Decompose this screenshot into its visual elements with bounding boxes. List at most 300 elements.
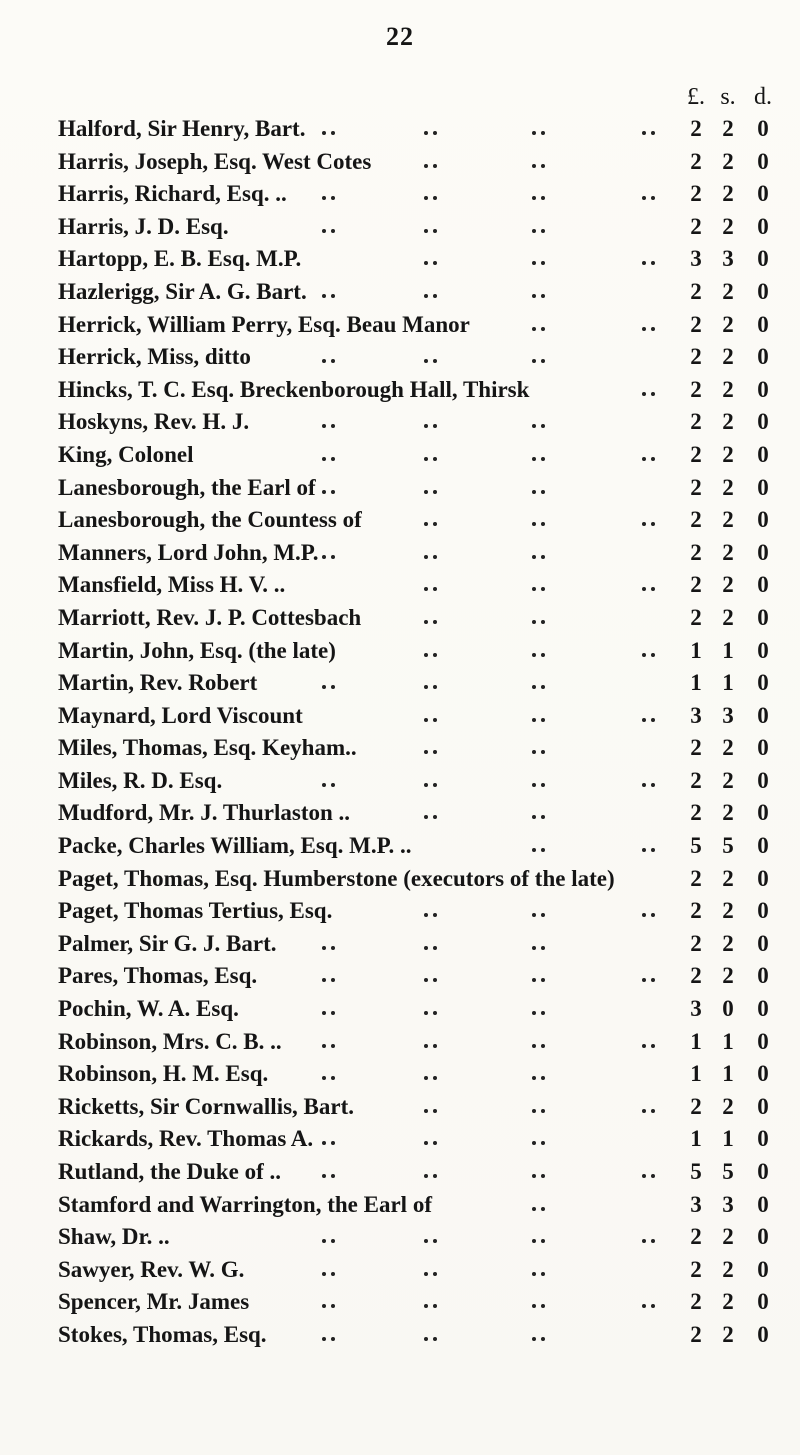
leader-dot (640, 1044, 658, 1048)
list-item (0, 537, 800, 570)
pounds-amount: 2 (690, 604, 702, 630)
leader-dot (640, 1174, 658, 1178)
subscriber-name: Palmer, Sir G. J. Bart. (58, 930, 277, 956)
pence-amount: 0 (757, 1224, 769, 1250)
leader-dot (422, 946, 440, 950)
leader-dot (640, 587, 658, 591)
subscriber-name: King, Colonel (58, 441, 194, 467)
shillings-amount: 2 (722, 1093, 734, 1119)
leader-dot (320, 1174, 338, 1178)
pounds-amount: 2 (690, 1289, 702, 1315)
leader-dot (530, 1174, 548, 1178)
pence-amount: 0 (757, 278, 769, 304)
pounds-amount: 2 (690, 963, 702, 989)
subscriber-name: Pares, Thomas, Esq. (58, 963, 258, 989)
leader-dot (530, 1272, 548, 1276)
leader-dot (640, 1304, 658, 1308)
list-item (0, 341, 800, 374)
leader-dot (530, 164, 548, 168)
leader-dot (320, 685, 338, 689)
leader-dot (422, 620, 440, 624)
leader-dot (530, 555, 548, 559)
shillings-amount: 1 (722, 1028, 734, 1054)
leader-dot (320, 294, 338, 298)
list-item (0, 960, 800, 993)
leader-dot (530, 1044, 548, 1048)
subscriber-name: Hazlerigg, Sir A. G. Bart. (58, 278, 307, 304)
subscriber-name: Rickards, Rev. Thomas A. (58, 1126, 314, 1152)
pence-amount: 0 (757, 409, 769, 435)
list-item (0, 276, 800, 309)
list-item (0, 309, 800, 342)
pence-amount: 0 (757, 572, 769, 598)
list-item (0, 863, 800, 896)
shillings-amount: 2 (722, 963, 734, 989)
leader-dot (640, 783, 658, 787)
leader-dot (422, 815, 440, 819)
leader-dot (530, 1109, 548, 1113)
shillings-amount: 2 (722, 572, 734, 598)
leader-dot (640, 718, 658, 722)
list-item (0, 1319, 800, 1352)
shillings-amount: 3 (722, 246, 734, 272)
pounds-amount: 2 (690, 474, 702, 500)
leader-dot (422, 1272, 440, 1276)
leader-dot (530, 131, 548, 135)
pounds-amount: 1 (690, 637, 702, 663)
leader-dot (530, 1076, 548, 1080)
pounds-amount: 2 (690, 441, 702, 467)
subscriber-name: Sawyer, Rev. W. G. (58, 1256, 245, 1282)
pounds-amount: 2 (690, 278, 702, 304)
leader-dot (530, 294, 548, 298)
subscriber-name: Stokes, Thomas, Esq. (58, 1321, 267, 1347)
subscriber-name: Pochin, W. A. Esq. (58, 996, 239, 1022)
pence-amount: 0 (757, 702, 769, 728)
shillings-amount: 1 (722, 670, 734, 696)
pounds-amount: 1 (690, 1061, 702, 1087)
leader-dot (422, 913, 440, 917)
pounds-amount: 3 (690, 996, 702, 1022)
leader-dot (640, 196, 658, 200)
subscriber-name: Halford, Sir Henry, Bart. (58, 116, 306, 141)
pounds-amount: 2 (690, 116, 702, 141)
leader-dot (422, 522, 440, 526)
list-item (0, 178, 800, 211)
leader-dot (530, 1141, 548, 1145)
pence-amount: 0 (757, 1321, 769, 1347)
leader-dot (530, 1207, 548, 1211)
pounds-amount: 2 (690, 539, 702, 565)
leader-dot (422, 718, 440, 722)
leader-dot (640, 653, 658, 657)
pounds-amount: 2 (690, 409, 702, 435)
pence-header: d. (754, 84, 772, 110)
leader-dot (320, 131, 338, 135)
shillings-amount: 5 (722, 833, 734, 859)
list-item (0, 504, 800, 537)
leader-dot (422, 424, 440, 428)
leader-dot (530, 457, 548, 461)
leader-dot (640, 457, 658, 461)
pence-amount: 0 (757, 1256, 769, 1282)
pence-amount: 0 (757, 898, 769, 924)
list-item (0, 113, 800, 146)
currency-header (0, 84, 800, 112)
leader-dot (320, 978, 338, 982)
shillings-amount: 2 (722, 116, 734, 141)
pounds-amount: 2 (690, 213, 702, 239)
leader-dot (422, 653, 440, 657)
pounds-amount: 2 (690, 930, 702, 956)
subscriber-name: Harris, Joseph, Esq. West Cotes (58, 148, 372, 174)
leader-dot (530, 424, 548, 428)
shillings-amount: 2 (722, 148, 734, 174)
list-item (0, 1058, 800, 1091)
pounds-amount: 2 (690, 344, 702, 370)
subscriber-name: Spencer, Mr. James (58, 1289, 250, 1315)
pence-amount: 0 (757, 865, 769, 891)
pounds-amount: 2 (690, 507, 702, 533)
shillings-amount: 2 (722, 735, 734, 761)
shillings-amount: 2 (722, 278, 734, 304)
leader-dot (422, 164, 440, 168)
leader-dot (640, 1239, 658, 1243)
shillings-amount: 2 (722, 767, 734, 793)
pounds-amount: 2 (690, 376, 702, 402)
shillings-amount: 2 (722, 898, 734, 924)
shillings-amount: 2 (722, 376, 734, 402)
pounds-amount: 3 (690, 246, 702, 272)
leader-dot (530, 1011, 548, 1015)
pounds-header: £. (687, 84, 705, 110)
pounds-amount: 5 (690, 1159, 702, 1184)
leader-dot (530, 490, 548, 494)
list-item (0, 1189, 800, 1222)
shillings-amount: 2 (722, 1289, 734, 1315)
shillings-amount: 2 (722, 474, 734, 500)
list-item (0, 830, 800, 863)
shillings-amount: 1 (722, 637, 734, 663)
shillings-amount: 2 (722, 311, 734, 337)
pence-amount: 0 (757, 833, 769, 859)
leader-dot (422, 1141, 440, 1145)
subscriber-name: Ricketts, Sir Cornwallis, Bart. (58, 1093, 355, 1119)
leader-dot (320, 783, 338, 787)
leader-dot (320, 196, 338, 200)
pence-amount: 0 (757, 246, 769, 272)
list-item (0, 243, 800, 276)
pence-amount: 0 (757, 539, 769, 565)
leader-dot (422, 196, 440, 200)
leader-dot (530, 1337, 548, 1341)
list-item (0, 765, 800, 798)
pounds-amount: 2 (690, 1093, 702, 1119)
subscriber-name: Shaw, Dr. .. (58, 1224, 170, 1250)
subscriber-name: Miles, Thomas, Esq. Keyham.. (58, 735, 357, 761)
list-item (0, 1156, 800, 1189)
subscriber-name: Paget, Thomas Tertius, Esq. (58, 898, 333, 924)
leader-dot (530, 359, 548, 363)
pounds-amount: 5 (690, 833, 702, 859)
subscriber-name: Packe, Charles William, Esq. M.P. .. (58, 833, 412, 859)
pence-amount: 0 (757, 376, 769, 402)
leader-dot (320, 1141, 338, 1145)
leader-dot (422, 783, 440, 787)
shillings-amount: 2 (722, 409, 734, 435)
leader-dot (320, 1272, 338, 1276)
subscriber-name: Marriott, Rev. J. P. Cottesbach (58, 604, 362, 630)
subscriber-name: Manners, Lord John, M.P. (58, 539, 319, 565)
leader-dot (530, 620, 548, 624)
shillings-amount: 3 (722, 702, 734, 728)
leader-dot (422, 229, 440, 233)
shillings-amount: 2 (722, 344, 734, 370)
list-item (0, 1286, 800, 1319)
subscriber-name: Paget, Thomas, Esq. Humberstone (executors of the late) (58, 865, 615, 891)
list-item (0, 406, 800, 439)
leader-dot (422, 359, 440, 363)
pence-amount: 0 (757, 181, 769, 207)
subscriber-name: Herrick, Miss, ditto (58, 344, 251, 370)
pounds-amount: 2 (690, 865, 702, 891)
pounds-amount: 2 (690, 572, 702, 598)
pounds-amount: 2 (690, 1256, 702, 1282)
pence-amount: 0 (757, 637, 769, 663)
leader-dot (320, 424, 338, 428)
leader-dot (422, 1109, 440, 1113)
pence-amount: 0 (757, 604, 769, 630)
list-item (0, 569, 800, 602)
pounds-amount: 2 (690, 181, 702, 207)
leader-dot (320, 457, 338, 461)
pence-amount: 0 (757, 963, 769, 989)
list-item (0, 472, 800, 505)
subscriber-list (0, 113, 800, 1352)
shillings-amount: 2 (722, 1321, 734, 1347)
leader-dot (530, 783, 548, 787)
shillings-amount: 1 (722, 1061, 734, 1087)
pence-amount: 0 (757, 1028, 769, 1054)
shillings-amount: 2 (722, 604, 734, 630)
leader-dot (422, 490, 440, 494)
leader-dot (422, 1337, 440, 1341)
leader-dot (320, 1337, 338, 1341)
pounds-amount: 2 (690, 1321, 702, 1347)
pence-amount: 0 (757, 1289, 769, 1315)
leader-dot (320, 1239, 338, 1243)
pence-amount: 0 (757, 1191, 769, 1217)
pounds-amount: 2 (690, 311, 702, 337)
leader-dot (422, 1239, 440, 1243)
list-item (0, 146, 800, 179)
subscriber-name: Martin, Rev. Robert (58, 670, 258, 696)
pence-amount: 0 (757, 1061, 769, 1087)
pence-amount: 0 (757, 767, 769, 793)
leader-dot (530, 848, 548, 852)
subscriber-name: Mudford, Mr. J. Thurlaston .. (58, 800, 351, 826)
pence-amount: 0 (757, 311, 769, 337)
leader-dot (530, 946, 548, 950)
leader-dot (640, 261, 658, 265)
list-item (0, 1221, 800, 1254)
subscriber-name: Rutland, the Duke of .. (58, 1159, 282, 1184)
subscriber-name: Mansfield, Miss H. V. .. (58, 572, 286, 598)
leader-dot (422, 1304, 440, 1308)
subscriber-name: Lanesborough, the Countess of (58, 507, 362, 533)
leader-dot (640, 131, 658, 135)
pence-amount: 0 (757, 1093, 769, 1119)
leader-dot (320, 1076, 338, 1080)
leader-dot (320, 490, 338, 494)
pence-amount: 0 (757, 507, 769, 533)
shillings-header: s. (720, 84, 736, 110)
pence-amount: 0 (757, 930, 769, 956)
pounds-amount: 2 (690, 898, 702, 924)
subscriber-name: Herrick, William Perry, Esq. Beau Manor (58, 311, 470, 337)
subscriber-name: Hoskyns, Rev. H. J. (58, 409, 250, 435)
pounds-amount: 3 (690, 1191, 702, 1217)
list-item (0, 797, 800, 830)
list-item (0, 928, 800, 961)
leader-dot (422, 261, 440, 265)
page-number: 22 (386, 22, 414, 51)
leader-dot (320, 946, 338, 950)
subscriber-name: Hincks, T. C. Esq. Breckenborough Hall, Thirsk (58, 376, 530, 402)
list-item (0, 1091, 800, 1124)
leader-dot (530, 522, 548, 526)
list-item (0, 439, 800, 472)
leader-dot (530, 750, 548, 754)
pounds-amount: 2 (690, 1224, 702, 1250)
leader-dot (422, 587, 440, 591)
subscriber-name: Stamford and Warrington, the Earl of (58, 1191, 432, 1217)
pence-amount: 0 (757, 344, 769, 370)
leader-dot (530, 229, 548, 233)
subscriber-name: Miles, R. D. Esq. (58, 767, 223, 793)
leader-dot (320, 1304, 338, 1308)
subscriber-name: Maynard, Lord Viscount (58, 702, 303, 728)
leader-dot (530, 1304, 548, 1308)
leader-dot (422, 131, 440, 135)
list-item (0, 602, 800, 635)
pounds-amount: 1 (690, 1028, 702, 1054)
leader-dot (530, 1239, 548, 1243)
shillings-amount: 2 (722, 1224, 734, 1250)
leader-dot (320, 359, 338, 363)
pence-amount: 0 (757, 996, 769, 1022)
shillings-amount: 2 (722, 800, 734, 826)
list-item (0, 993, 800, 1026)
leader-dot (530, 913, 548, 917)
subscriber-name: Robinson, H. M. Esq. (58, 1061, 269, 1087)
pounds-amount: 2 (690, 767, 702, 793)
leader-dot (530, 261, 548, 265)
subscriber-name: Martin, John, Esq. (the late) (58, 637, 336, 663)
leader-dot (422, 457, 440, 461)
leader-dot (530, 196, 548, 200)
list-item (0, 700, 800, 733)
leader-dot (530, 653, 548, 657)
list-item (0, 667, 800, 700)
pence-amount: 0 (757, 670, 769, 696)
subscriber-name: Harris, Richard, Esq. .. (58, 181, 287, 207)
leader-dot (422, 1044, 440, 1048)
shillings-amount: 2 (722, 441, 734, 467)
pence-amount: 0 (757, 148, 769, 174)
list-item (0, 374, 800, 407)
shillings-amount: 2 (722, 181, 734, 207)
leader-dot (320, 1011, 338, 1015)
subscriber-name: Hartopp, E. B. Esq. M.P. (58, 246, 302, 272)
leader-dot (422, 1076, 440, 1080)
shillings-amount: 5 (722, 1159, 734, 1184)
leader-dot (422, 1174, 440, 1178)
pounds-amount: 2 (690, 735, 702, 761)
pence-amount: 0 (757, 1126, 769, 1152)
leader-dot (530, 978, 548, 982)
pence-amount: 0 (757, 116, 769, 141)
pence-amount: 0 (757, 213, 769, 239)
leader-dot (422, 978, 440, 982)
shillings-amount: 2 (722, 213, 734, 239)
leader-dot (422, 750, 440, 754)
subscriber-name: Robinson, Mrs. C. B. .. (58, 1028, 282, 1054)
leader-dot (530, 718, 548, 722)
leader-dot (422, 294, 440, 298)
list-item (0, 635, 800, 668)
leader-dot (422, 555, 440, 559)
pounds-amount: 1 (690, 670, 702, 696)
pounds-amount: 2 (690, 148, 702, 174)
pence-amount: 0 (757, 474, 769, 500)
pounds-amount: 3 (690, 702, 702, 728)
leader-dot (422, 685, 440, 689)
leader-dot (530, 327, 548, 331)
subscriber-name: Harris, J. D. Esq. (58, 213, 229, 239)
leader-dot (640, 327, 658, 331)
shillings-amount: 2 (722, 507, 734, 533)
list-item (0, 1026, 800, 1059)
shillings-amount: 3 (722, 1191, 734, 1217)
leader-dot (422, 1011, 440, 1015)
shillings-amount: 2 (722, 1256, 734, 1282)
pence-amount: 0 (757, 735, 769, 761)
pence-amount: 0 (757, 1159, 769, 1184)
leader-dot (640, 978, 658, 982)
leader-dot (320, 555, 338, 559)
shillings-amount: 0 (722, 996, 734, 1022)
pence-amount: 0 (757, 441, 769, 467)
leader-dot (320, 229, 338, 233)
leader-dot (530, 587, 548, 591)
shillings-amount: 2 (722, 930, 734, 956)
list-item (0, 1254, 800, 1287)
list-item (0, 211, 800, 244)
leader-dot (640, 913, 658, 917)
shillings-amount: 1 (722, 1126, 734, 1152)
pounds-amount: 1 (690, 1126, 702, 1152)
list-item (0, 732, 800, 765)
subscriber-name: Lanesborough, the Earl of (58, 474, 316, 500)
leader-dot (320, 1044, 338, 1048)
shillings-amount: 2 (722, 539, 734, 565)
shillings-amount: 2 (722, 865, 734, 891)
leader-dot (640, 392, 658, 396)
leader-dot (530, 685, 548, 689)
list-item (0, 895, 800, 928)
leader-dot (640, 848, 658, 852)
